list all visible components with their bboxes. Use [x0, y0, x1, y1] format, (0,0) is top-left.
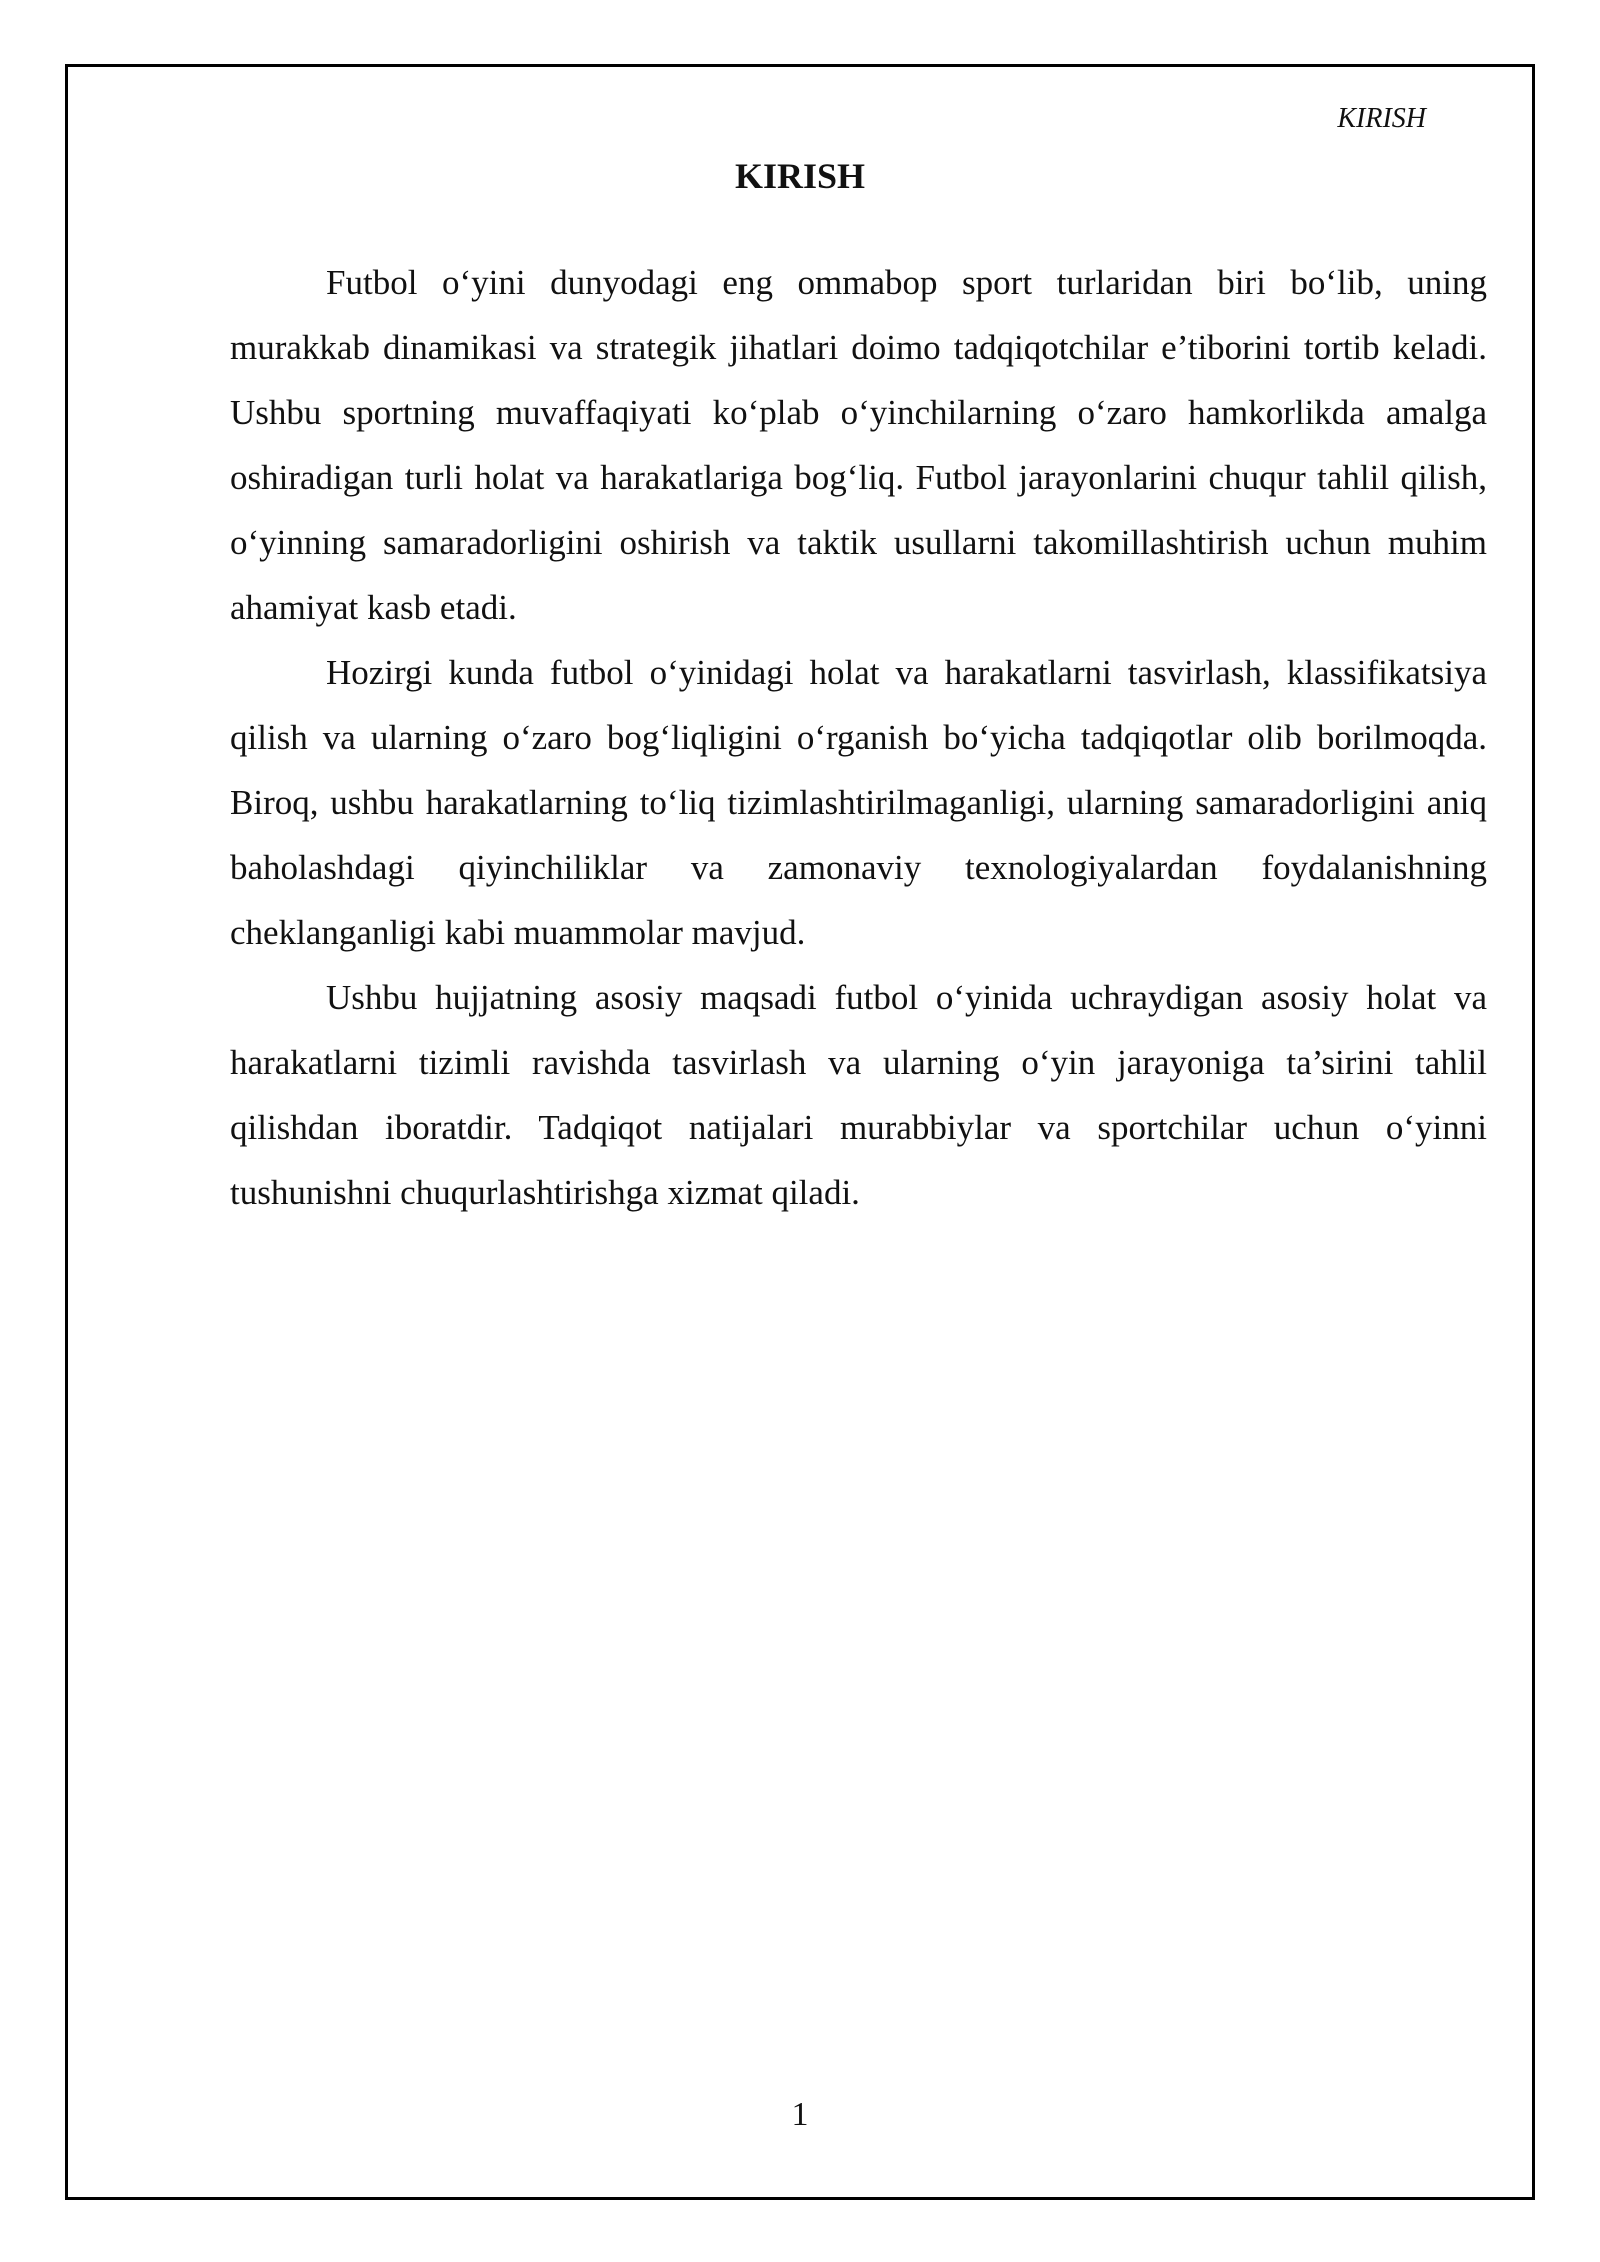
page-frame — [65, 64, 1535, 2200]
page-title: KIRISH — [734, 156, 866, 196]
paragraph-1: Futbol o‘yini dunyodagi eng ommabop sport turlaridan biri bo‘lib, uning murakkab dinamikasi va strategik jihatlari doimo tadqiqotchilar e’tiborini tortib keladi. Ushbu sportning muvaffaqiyati ko‘plab o‘yinchilarning o‘zaro hamkorlikda amalga oshiradigan turli holat va harakatlariga bog‘liq. Futbol jarayonlarini chuqur tahlil qilish, o‘yinning samaradorligini oshirish va taktik usullarni takomillashtirish uchun muhim ahamiyat kasb etadi. — [230, 263, 1487, 627]
running-header: KIRISH — [1337, 103, 1426, 134]
page-number: 1 — [791, 2096, 809, 2133]
body-text — [230, 250, 1487, 1225]
paragraph-2: Hozirgi kunda futbol o‘yinidagi holat va harakatlarni tasvirlash, klassifikatsiya qilish va ularning o‘zaro bog‘liqligini o‘rganish bo‘yicha tadqiqotlar olib borilmoqda. Biroq, ushbu harakatlarning to‘liq tizimlashtirilmaganligi, ularning samaradorligini aniq baholashdagi qiyinchiliklar va zamonaviy texnologiyalardan foydalanishning cheklanganligi kabi muammolar mavjud. — [230, 653, 1487, 952]
paragraph-3: Ushbu hujjatning asosiy maqsadi futbol o‘yinida uchraydigan asosiy holat va harakatlarni tizimli ravishda tasvirlash va ularning o‘yin jarayoniga ta’sirini tahlil qilishdan iboratdir. Tadqiqot natijalari murabbiylar va sportchilar uchun o‘yinni tushunishni chuqurlashtirishga xizmat qiladi. — [230, 978, 1487, 1212]
